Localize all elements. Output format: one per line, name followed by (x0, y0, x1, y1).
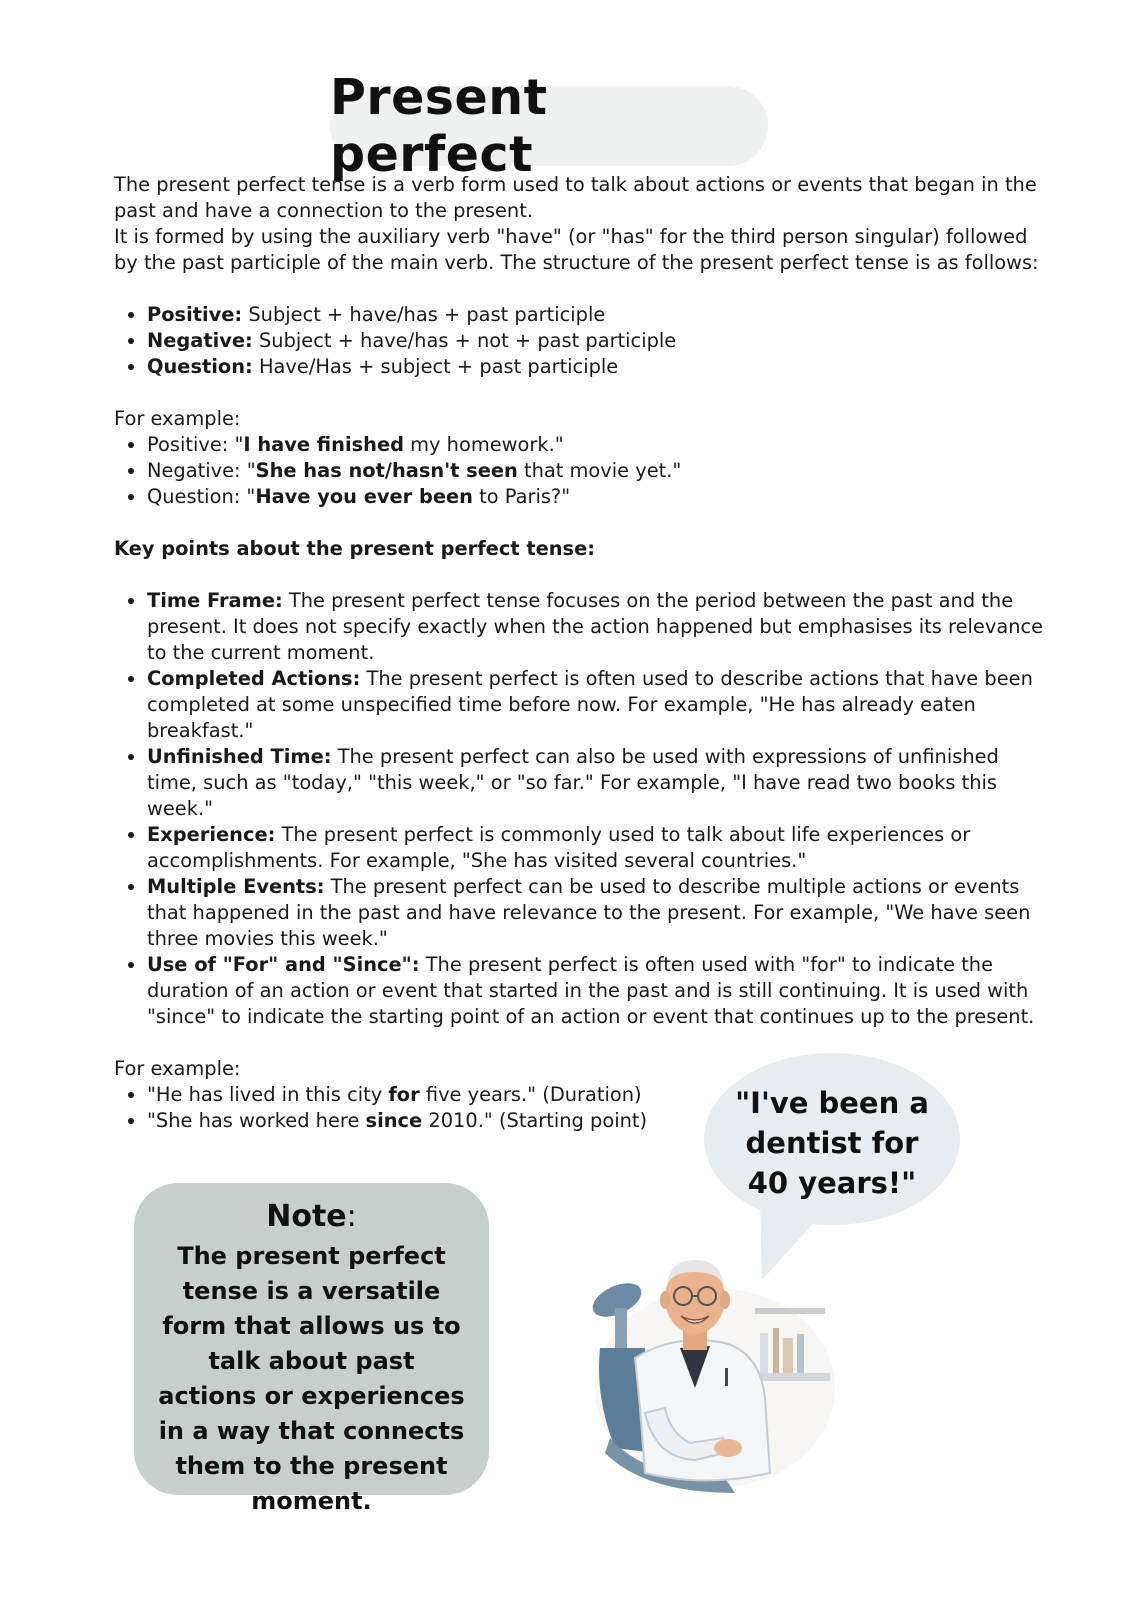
page-title: Present perfect (330, 69, 548, 183)
title-banner (330, 69, 768, 183)
example-item: • Positive: "I have finished my homework." (147, 432, 1044, 458)
key-points-heading: Key points about the present perfect tense: (114, 537, 596, 560)
note-box (134, 1183, 489, 1515)
note-heading: Note: (266, 1199, 357, 1234)
speech-bubble (704, 1053, 960, 1225)
note-body: The present perfect tense is a versatile form that allows us to talk about past actions or experiences in a way that connects them to the present moment. (158, 1242, 465, 1515)
examples-list (114, 432, 1044, 510)
intro-line-2: It is formed by using the auxiliary verb "have" (or "has" for the third person singular) followed by the past participle of the main verb. The structure of the present perfect tense is as follows: (114, 225, 1039, 274)
example-item: • Question: "Have you ever been to Paris?" (147, 484, 1044, 510)
key-point-item: • Time Frame: The present perfect tense focuses on the period between the past and the present. It does not specify exactly when the action happened but emphasises its relevance to the current moment. (147, 588, 1044, 666)
structure-item: • Positive: Subject + have/has + past participle (147, 302, 1044, 328)
key-point-item: • Multiple Events: The present perfect can be used to describe multiple actions or events that happened in the past and have relevance to the present. For example, "We have seen three movies this week." (147, 874, 1044, 952)
key-point-item: • Experience: The present perfect is commonly used to talk about life experiences or accomplishments. For example, "She has visited several countries." (147, 822, 1044, 874)
intro-line-1: The present perfect tense is a verb form used to talk about actions or events that began in the past and have a connection to the present. (114, 173, 1037, 222)
structure-item: • Question: Have/Has + subject + past participle (147, 354, 1044, 380)
key-point-item: • Use of "For" and "Since": The present perfect is often used with "for" to indicate the duration of an action or event that started in the past and is still continuing. It is used with "since" to indicate the starting point of an action or event that continues up to the present. (147, 952, 1044, 1030)
structure-list (114, 302, 1044, 380)
example-item: • "She has worked here since 2010." (Starting point) (147, 1108, 1044, 1134)
examples2-heading: For example: (114, 1057, 241, 1080)
dentist-illustration (585, 1238, 845, 1498)
structure-item: • Negative: Subject + have/has + not + past participle (147, 328, 1044, 354)
main-content (114, 172, 1044, 1134)
key-points-list (114, 588, 1044, 1030)
example-item: • Negative: "She has not/hasn't seen that movie yet." (147, 458, 1044, 484)
examples-heading: For example: (114, 407, 241, 430)
speech-bubble-text: "I've been a dentist for 40 years!" (735, 1086, 929, 1200)
example-item: • "He has lived in this city for five years." (Duration) (147, 1082, 1044, 1108)
key-point-item: • Unfinished Time: The present perfect can also be used with expressions of unfinished time, such as "today," "this week," or "so far." For example, "I have read two books this week." (147, 744, 1044, 822)
key-point-item: • Completed Actions: The present perfect is often used to describe actions that have been completed at some unspecified time before now. For example, "He has already eaten breakfast." (147, 666, 1044, 744)
